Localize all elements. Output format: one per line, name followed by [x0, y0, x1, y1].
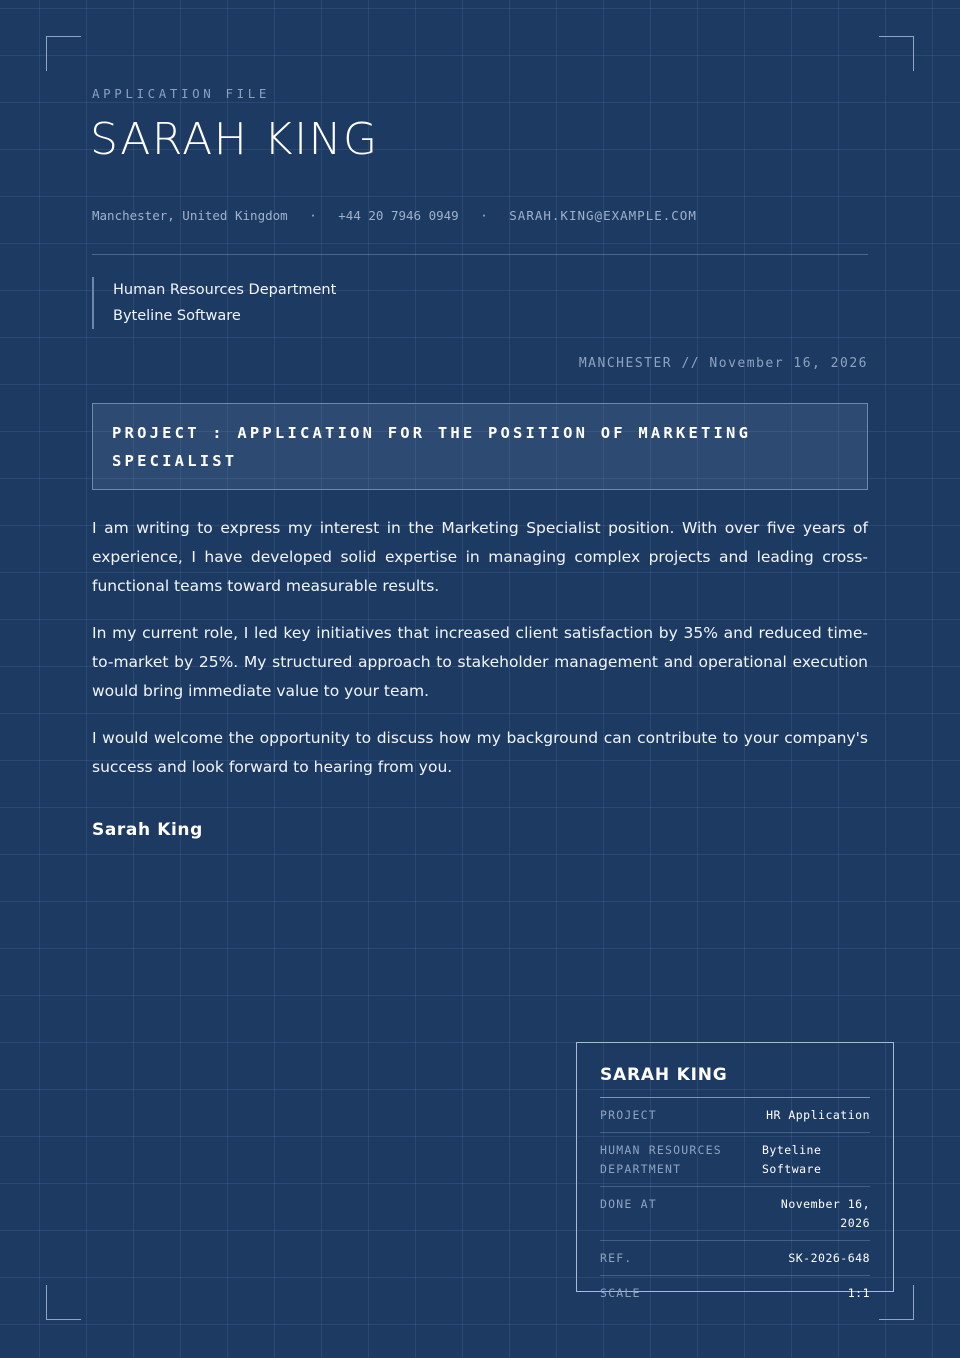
recipient-department: Human Resources Department — [113, 282, 337, 298]
title-block-value: November 16, 2026 — [780, 1197, 870, 1230]
title-block-value: SK-2026-648 — [788, 1251, 870, 1265]
title-block-row — [600, 1276, 870, 1310]
body-paragraph: In my current role, I led key initiatives that increased client satisfaction by 35% and reduced time-to-market by 25%. My structured approach to stakeholder management and operational execution would bring immediate value to your team. — [92, 624, 868, 700]
body-paragraph: I would welcome the opportunity to discuss how my background can contribute to your company's success and look forward to hearing from you. — [92, 729, 868, 776]
corner-mark-bottom-left — [46, 1285, 81, 1320]
header-divider — [92, 254, 868, 255]
title-block-label: DONE AT — [600, 1197, 657, 1211]
body-paragraph: I am writing to express my interest in the Marketing Specialist position. With over five years of experience, I have developed solid expertise in managing complex projects and leading cross-functional teams toward measurable results. — [92, 519, 868, 595]
title-block-value: Byteline Software — [762, 1143, 822, 1176]
contact-separator: · — [480, 208, 488, 223]
corner-mark-top-right — [879, 36, 914, 71]
document-eyebrow: APPLICATION FILE — [92, 86, 271, 101]
title-block-value: HR Application — [766, 1108, 870, 1122]
sender-name: SARAH KING — [90, 114, 379, 165]
title-block-row — [600, 1133, 870, 1187]
sender-location: Manchester, United Kingdom — [92, 208, 288, 223]
sender-email: SARAH.KING@EXAMPLE.COM — [509, 208, 697, 223]
title-block-label: SCALE — [600, 1286, 641, 1300]
title-block-row — [600, 1098, 870, 1133]
letter-body — [92, 514, 868, 800]
title-block-value: 1:1 — [847, 1286, 870, 1300]
title-block-name: SARAH KING — [600, 1065, 870, 1098]
title-block-row — [600, 1187, 870, 1241]
corner-mark-top-left — [46, 36, 81, 71]
sender-phone: +44 20 7946 0949 — [338, 208, 459, 223]
signature: Sarah King — [92, 820, 203, 840]
title-block-label: REF. — [600, 1251, 633, 1265]
recipient-company: Byteline Software — [113, 308, 241, 324]
contact-separator: · — [309, 208, 317, 223]
place-date-line: MANCHESTER // November 16, 2026 — [578, 356, 868, 371]
contact-line — [92, 208, 697, 223]
title-block-row — [600, 1241, 870, 1276]
title-block-label: HUMAN RESOURCES DEPARTMENT — [600, 1143, 722, 1176]
title-block — [576, 1042, 894, 1300]
subject-box: PROJECT : APPLICATION FOR THE POSITION OF MARKETING SPECIALIST — [92, 403, 868, 490]
recipient-block — [92, 277, 336, 329]
title-block-label: PROJECT — [600, 1108, 657, 1122]
